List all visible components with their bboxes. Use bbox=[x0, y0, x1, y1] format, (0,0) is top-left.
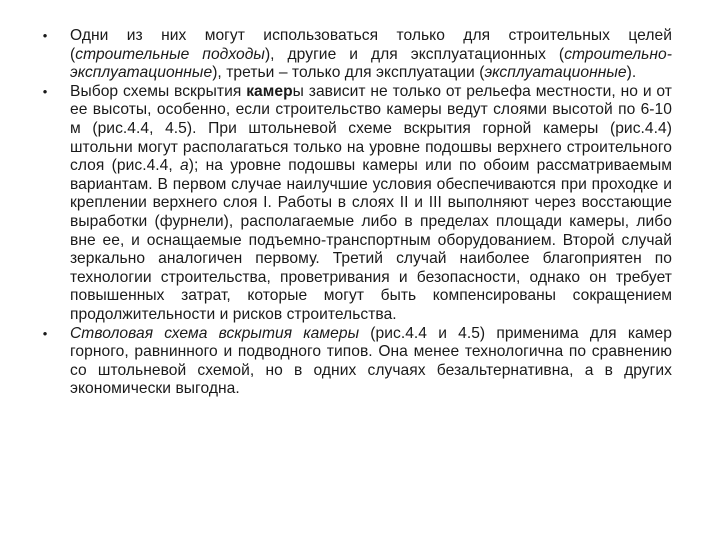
bullet-text: (рис.4.4 и 4.5) применима для камер горного, равнинного и подводного типов. Она менее технологична по сравнению со штольневой схемой, но в одних случаях безальтернативна, а в других экономически выгодна. bbox=[70, 324, 672, 398]
bullet-text: ). bbox=[626, 64, 637, 82]
bullet-term: строительно-эксплуатационные bbox=[70, 45, 673, 82]
bullet-highlight: камер bbox=[246, 82, 293, 100]
bullet-dot-icon: • bbox=[42, 28, 48, 43]
bullet-text: ), третьи – только для эксплуатации ( bbox=[212, 64, 485, 82]
bullet-term: строительные подходы bbox=[75, 45, 265, 63]
bullet-text: ы зависит не только от рельефа местности, но и от ее высоты, особенно, если строительство камеры ведут слоями высотой по 6-10 м (рис.4.4, 4.5). При штольневой схеме вскрытия горной камеры (рис.4.4) штольни могут располагаться только на уровне подошвы верхнего строительного слоя (рис.4.4, bbox=[70, 82, 672, 175]
bullet-dot-icon: • bbox=[42, 325, 48, 341]
bullet-list bbox=[38, 27, 672, 399]
bullet-item-access-purposes bbox=[38, 27, 672, 83]
bullet-item-opening-scheme-choice bbox=[38, 83, 672, 325]
bullet-text: Выбор схемы вскрытия bbox=[70, 82, 247, 100]
bullet-item-shaft-scheme bbox=[38, 325, 672, 399]
bullet-term: Стволовая схема вскрытия камеры bbox=[70, 324, 360, 342]
bullet-term: а bbox=[180, 157, 189, 175]
bullet-text: ); на уровне подошвы камеры или по обоим рассматриваемым вариантам. В первом случае наилучшие условия обеспечиваются при проходке и креплении верхнего слоя I. Работы в слоях II и III выполняют через восстающие выработки (фурнели), располагаемые либо в пределах площади камеры, либо вне ее, и оснащаемые подъемно-транспортным оборудованием. Второй случай зеркально аналогичен первому. Третий случай наиболее благоприятен по технологии строительства, проветривания и безопасности, однако он требует повышенных затрат, которые могут быть компенсированы сокращением продолжительности и рисков строительства. bbox=[70, 157, 672, 323]
bullet-text: Одни из них могут использоваться только для строительных целей ( bbox=[70, 27, 672, 63]
bullet-dot-icon: • bbox=[42, 83, 48, 99]
bullet-term: эксплуатационные bbox=[484, 64, 627, 82]
bullet-text: ), другие и для эксплуатационных ( bbox=[264, 45, 565, 63]
